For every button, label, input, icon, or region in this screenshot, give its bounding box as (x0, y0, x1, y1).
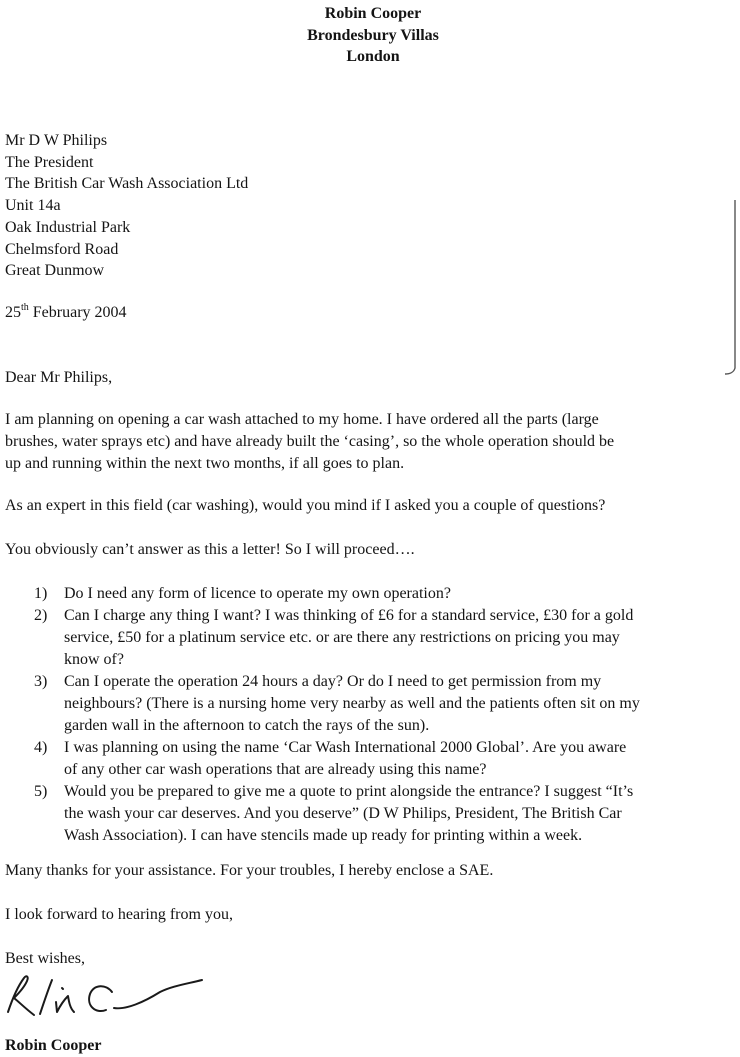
list-item-line: garden wall in the afternoon to catch the rays of the sun). (64, 717, 430, 734)
handwritten-signature (2, 972, 207, 1020)
list-item (34, 737, 734, 781)
scan-edge-mark (725, 200, 737, 376)
list-item (34, 781, 734, 847)
list-item-number: 5) (34, 783, 48, 800)
recipient-address (5, 130, 248, 282)
list-item-number: 3) (34, 673, 48, 690)
recipient-line: The President (5, 153, 94, 171)
paragraph-intro (5, 409, 733, 475)
sender-block (0, 3, 740, 68)
paragraph-look-forward (5, 904, 733, 926)
list-item-line: of any other car wash operations that are already using this name? (64, 761, 487, 778)
recipient-line: Unit 14a (5, 197, 61, 215)
signer-name: Robin Cooper (5, 1037, 102, 1054)
list-item-line: the wash your car deserves. And you deserve” (D W Philips, President, The British Car (64, 805, 622, 822)
list-item (34, 671, 734, 737)
sender-street: Brondesbury Villas (307, 26, 439, 44)
list-item-line: Can I charge any thing I want? I was thinking of £6 for a standard service, £30 for a gold (64, 607, 634, 624)
list-item-line: neighbours? (There is a nursing home very nearby as well and the patients often sit on my (64, 695, 640, 712)
list-item-number: 1) (34, 585, 48, 602)
date-suffix: th (21, 301, 29, 313)
recipient-line: Mr D W Philips (5, 132, 108, 149)
list-item (34, 583, 734, 605)
paragraph-thanks (5, 860, 733, 882)
list-item-number: 4) (34, 739, 48, 756)
recipient-line: Great Dunmow (5, 262, 105, 280)
paragraph-line: Many thanks for your assistance. For your troubles, I hereby enclose a SAE. (5, 862, 494, 879)
paragraph-line: You obviously can’t answer as this a letter! So I will proceed…. (5, 541, 415, 558)
list-item-line: know of? (64, 651, 124, 668)
questions-list (34, 583, 734, 847)
paragraph-line: up and running within the next two months, if all goes to plan. (5, 455, 405, 472)
sender-name: Robin Cooper (324, 5, 422, 22)
recipient-line: The British Car Wash Association Ltd (5, 175, 249, 193)
paragraph-expert (5, 495, 733, 517)
list-item-line: I was planning on using the name ‘Car Wash International 2000 Global’. Are you aware (64, 739, 627, 756)
list-item-line: service, £50 for a platinum service etc. or are there any restrictions on pricing you may (64, 629, 620, 646)
recipient-line: Oak Industrial Park (5, 218, 131, 236)
list-item-number: 2) (34, 607, 48, 624)
date-month-year: February 2004 (28, 304, 127, 321)
recipient-line: Chelmsford Road (5, 240, 119, 258)
letter-date (5, 302, 127, 324)
list-item-line: Can I operate the operation 24 hours a day? Or do I need to get permission from my (64, 673, 602, 690)
list-item-line: Would you be prepared to give me a quote to print alongside the entrance? I suggest “It’s (64, 783, 634, 800)
closing-text: Best wishes, (5, 950, 85, 967)
paragraph-proceed (5, 539, 733, 561)
closing (5, 948, 733, 970)
salutation: Dear Mr Philips, (5, 369, 113, 386)
paragraph-line: As an expert in this field (car washing), would you mind if I asked you a couple of questions? (5, 497, 606, 514)
list-item-line: Wash Association). I can have stencils made up ready for printing within a week. (64, 827, 583, 844)
date-day: 25 (5, 304, 21, 321)
list-item (34, 605, 734, 671)
paragraph-line: I look forward to hearing from you, (5, 906, 233, 923)
list-item-line: Do I need any form of licence to operate my own operation? (64, 585, 451, 602)
paragraph-line: brushes, water sprays etc) and have already built the ‘casing’, so the whole operation should be (5, 433, 615, 450)
paragraph-line: I am planning on opening a car wash attached to my home. I have ordered all the parts (large (5, 411, 599, 428)
sender-city: London (346, 48, 400, 65)
